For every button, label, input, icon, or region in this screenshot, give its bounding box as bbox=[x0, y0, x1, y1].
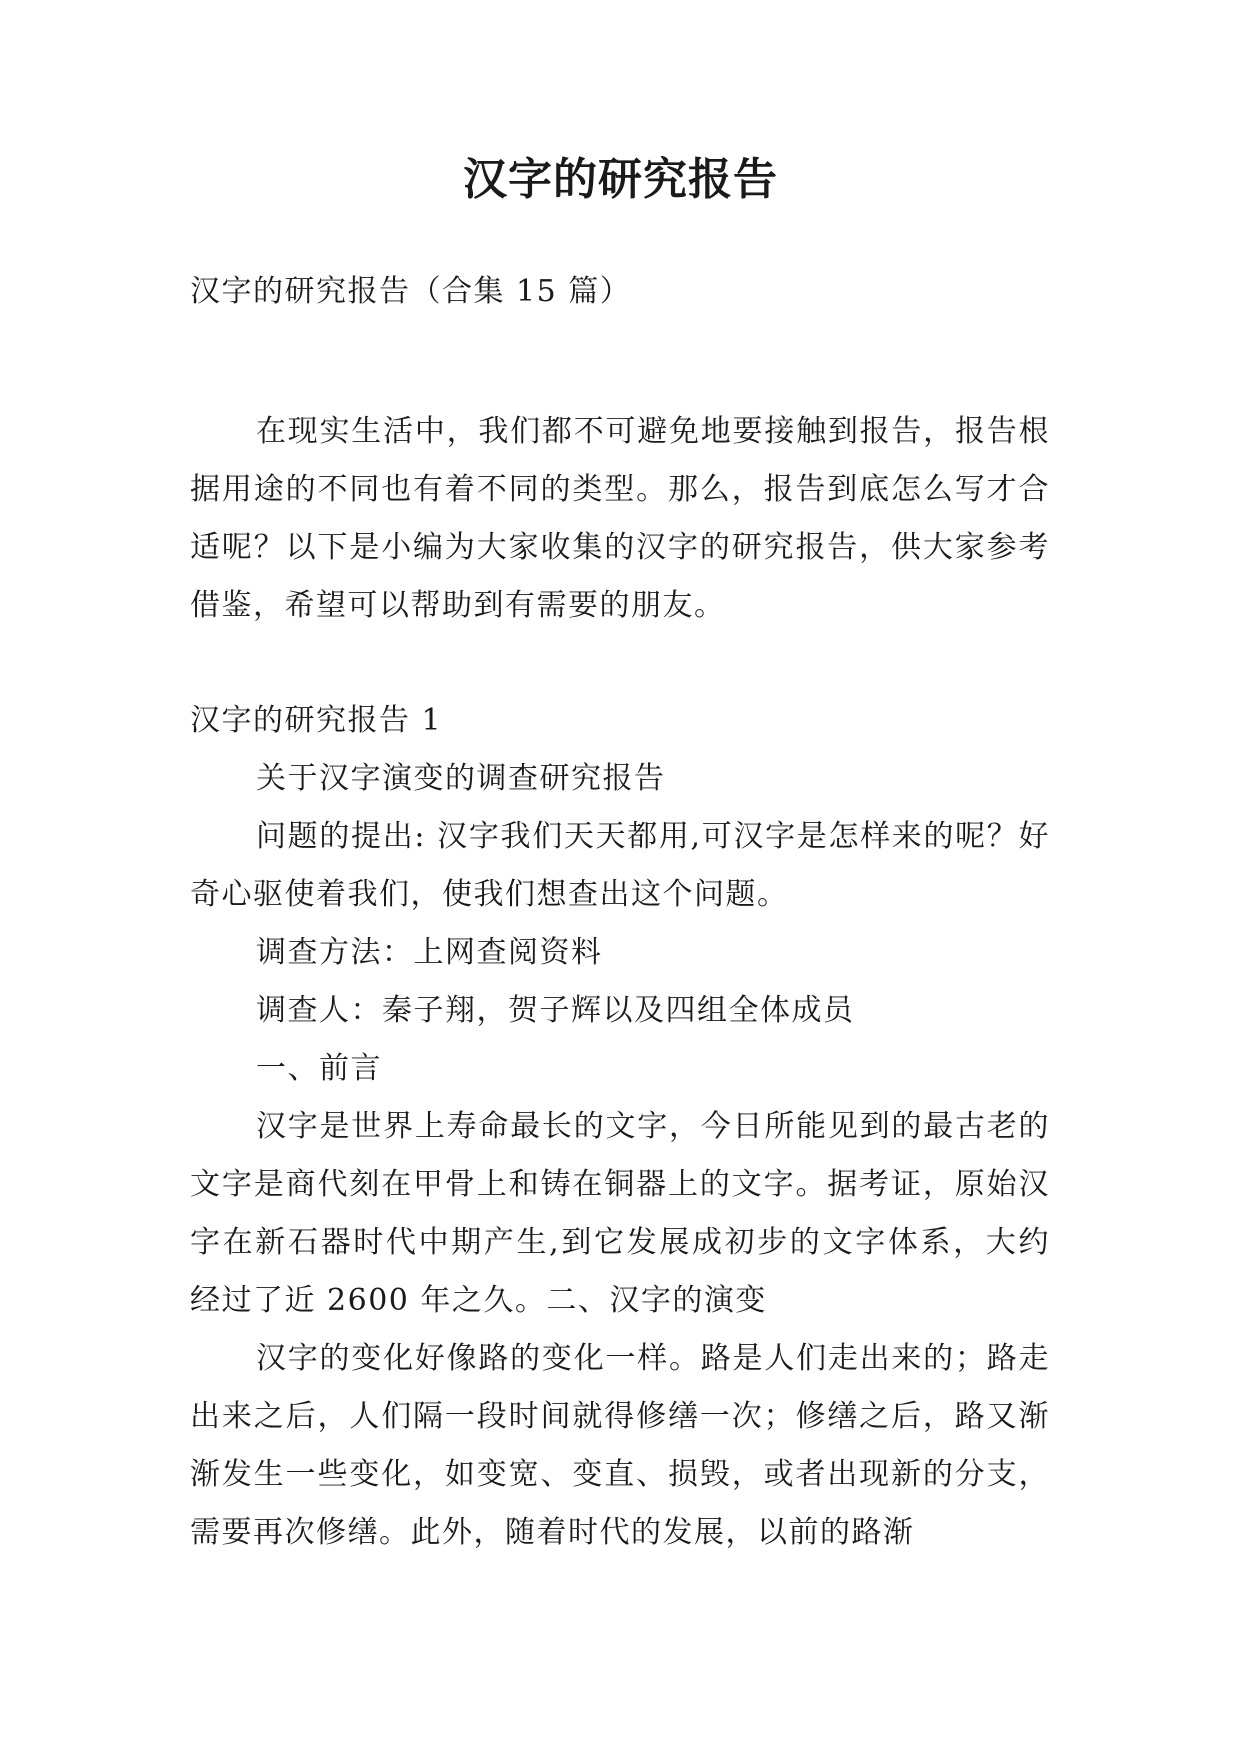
intro-text: 在现实生活中，我们都不可避免地要接触到报告，报告根据用途的不同也有着不同的类型。那么，报告到底怎么写才合适呢？以下是小编为大家收集的汉字的研究报告，供大家参考借鉴，希望可以帮助到有需要的朋友。 bbox=[190, 414, 1050, 623]
section-heading: 汉字的研究报告 1 bbox=[190, 703, 443, 738]
document-title: 汉字的研究报告 bbox=[463, 154, 778, 205]
intro-paragraph bbox=[190, 403, 1050, 635]
document-subtitle bbox=[190, 263, 1050, 321]
method-line: 调查方法：上网查阅资料 bbox=[256, 935, 603, 970]
subtitle-text: 汉字的研究报告（合集 15 篇） bbox=[190, 274, 632, 309]
investigators-line: 调查人：秦子翔，贺子辉以及四组全体成员 bbox=[256, 993, 855, 1028]
evolution-paragraph: 汉字的变化好像路的变化一样。路是人们走出来的；路走出来之后，人们隔一段时间就得修缮一次；修缮之后，路又渐渐发生一些变化，如变宽、变直、损毁，或者出现新的分支，需要再次修缮。此外，随着时代的发展，以前的路渐 bbox=[190, 1341, 1050, 1550]
preface-paragraph: 汉字是世界上寿命最长的文字，今日所能见到的最古老的文字是商代刻在甲骨上和铸在铜器上的文字。据考证，原始汉字在新石器时代中期产生,到它发展成初步的文字体系，大约经过了近 2600 年之久。二、汉字的演变 bbox=[190, 1109, 1050, 1318]
question-paragraph: 问题的提出: 汉字我们天天都用,可汉字是怎样来的呢？好奇心驱使着我们，使我们想查出这个问题。 bbox=[190, 819, 1050, 912]
preface-heading: 一、前言 bbox=[256, 1051, 382, 1086]
report-title: 关于汉字演变的调查研究报告 bbox=[256, 761, 666, 796]
report-content bbox=[190, 692, 1050, 1562]
